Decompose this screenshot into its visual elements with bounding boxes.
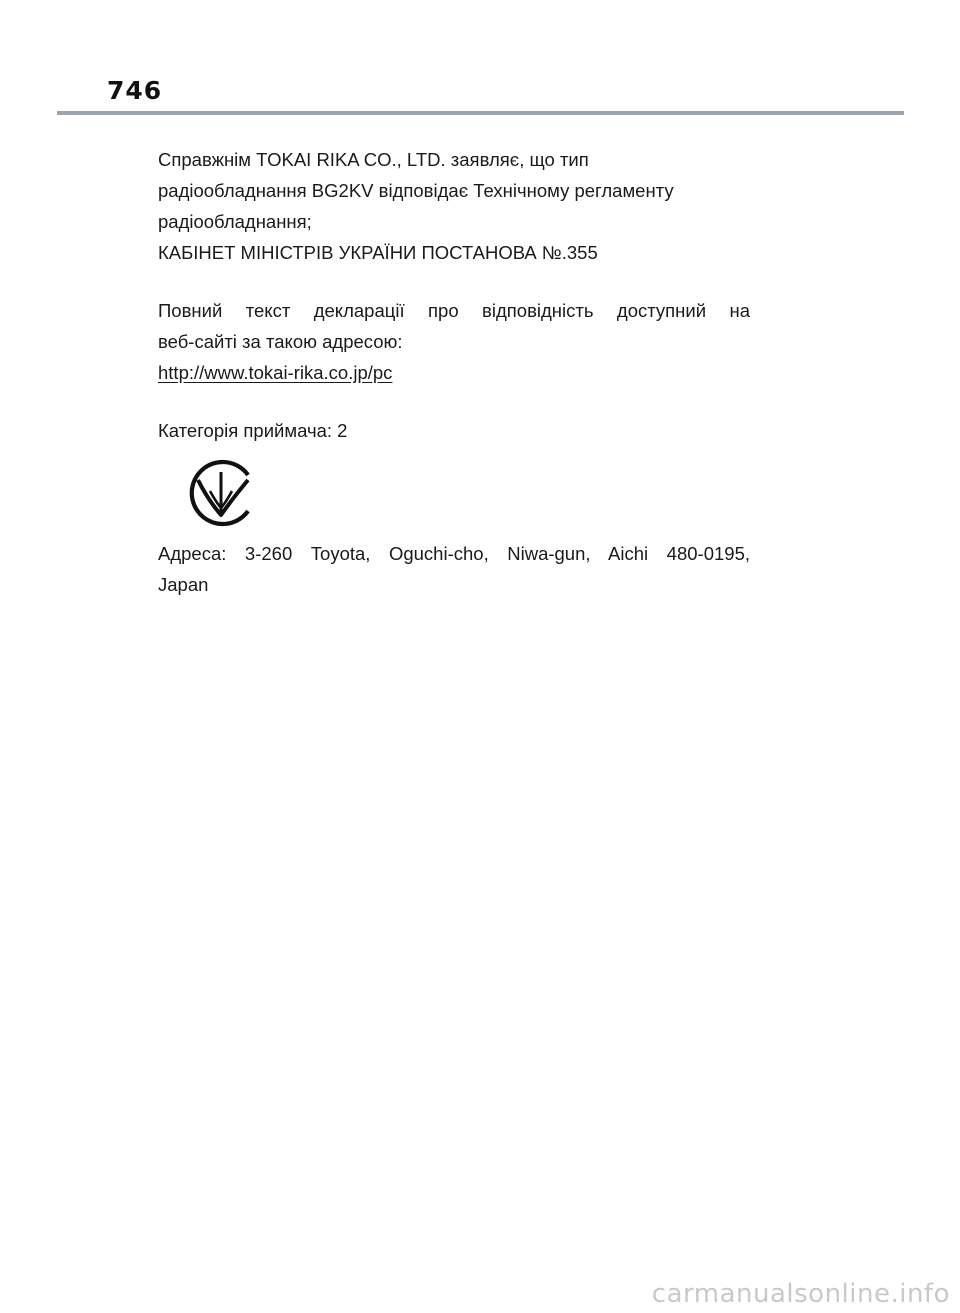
declaration-url-link[interactable]: http://www.tokai-rika.co.jp/pc [158,362,393,383]
declaration-line-4: КАБІНЕТ МІНІСТРІВ УКРАЇНИ ПОСТАНОВА №.355 [158,242,598,263]
full-text-block [158,295,750,388]
address-block [158,538,750,600]
receiver-category: Категорія приймача: 2 [158,420,348,441]
address-line-2: Japan [158,574,209,595]
ukraine-conformity-mark-icon [186,458,256,528]
declaration-line-2: радіообладнання BG2KV відповідає Технічному регламенту [158,180,674,201]
declaration-line-3: радіообладнання; [158,211,312,232]
site-watermark: carmanualsonline.info [651,1279,950,1309]
address-line-1: Адреса: 3-260 Toyota, Oguchi-cho, Niwa-gun, Aichi 480-0195, [158,543,750,564]
page-content [158,144,750,600]
full-text-line-1: Повний текст декларації про відповідність доступний на [158,300,750,321]
page-number: 746 [107,76,163,105]
full-text-line-2: веб-сайті за такою адресою: [158,331,403,352]
declaration-block [158,144,750,268]
header-divider [57,111,904,115]
declaration-line-1: Справжнім TOKAI RIKA CO., LTD. заявляє, що тип [158,149,589,170]
